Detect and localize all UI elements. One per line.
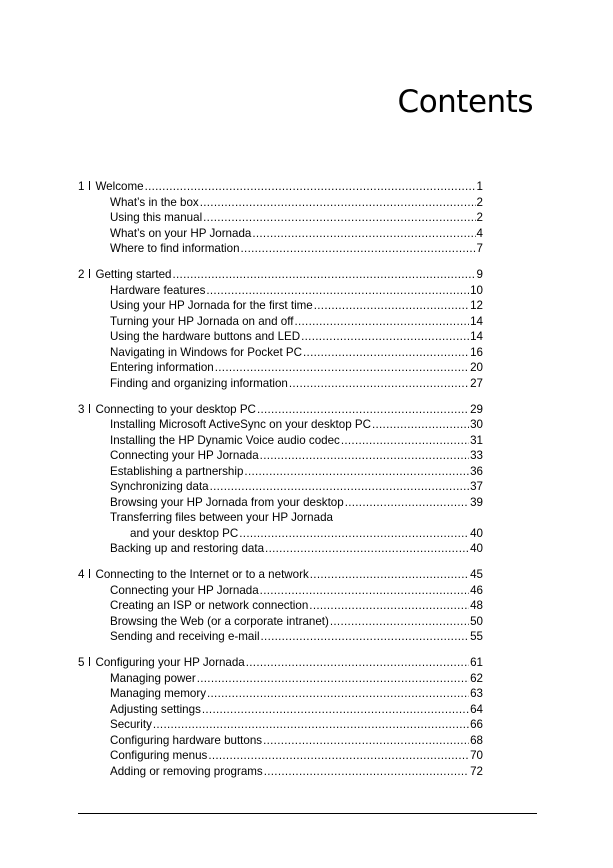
toc-entry[interactable] xyxy=(78,464,483,480)
entry-title: Entering information xyxy=(110,361,214,374)
entry-title: Backing up and restoring data xyxy=(110,542,265,555)
toc-chapter-entry[interactable] xyxy=(78,567,483,583)
chapter-separator xyxy=(89,181,90,190)
page-number: 63 xyxy=(470,687,483,700)
page-number: 37 xyxy=(470,480,483,493)
entry-title: Managing power xyxy=(110,671,196,685)
chapter-number: 2 xyxy=(78,268,85,281)
toc-entry[interactable] xyxy=(78,686,483,702)
dot-leader xyxy=(241,241,476,257)
dot-leader xyxy=(294,314,469,330)
toc-entry[interactable] xyxy=(78,702,483,718)
dot-leader xyxy=(303,345,469,361)
toc-entry[interactable] xyxy=(78,195,483,211)
chapter-separator xyxy=(89,569,90,578)
toc-entry[interactable] xyxy=(78,717,483,733)
entry-title: Using your HP Jornada for the first time xyxy=(110,299,313,312)
entry-title-continuation: and your desktop PC xyxy=(130,526,239,540)
dot-leader xyxy=(244,464,469,480)
page-number: 66 xyxy=(470,718,483,731)
entry-title: Configuring menus xyxy=(110,749,208,762)
entry-title: Creating an ISP or network connection xyxy=(110,599,309,612)
page-number: 45 xyxy=(470,568,483,581)
dot-leader xyxy=(210,479,469,495)
dot-leader xyxy=(145,179,476,195)
toc-entry-continuation[interactable] xyxy=(78,526,483,542)
toc-chapter-entry[interactable] xyxy=(78,655,483,671)
dot-leader xyxy=(264,764,469,780)
toc-chapter-entry[interactable] xyxy=(78,267,483,283)
toc-chapter xyxy=(78,402,483,557)
dot-leader xyxy=(197,671,469,687)
toc-entry[interactable] xyxy=(78,298,483,314)
toc-chapter xyxy=(78,179,483,257)
chapter-title: Configuring your HP Jornada xyxy=(95,656,245,669)
entry-title: Browsing the Web (or a corporate intranet) xyxy=(110,614,329,628)
entry-title: Using the hardware buttons and LED xyxy=(110,330,301,343)
toc-entry[interactable] xyxy=(78,764,483,780)
page-number: 14 xyxy=(470,330,483,343)
entry-title: Configuring hardware buttons xyxy=(110,733,263,747)
page-number: 46 xyxy=(470,583,483,597)
entry-title: Using this manual xyxy=(110,211,203,224)
dot-leader xyxy=(341,433,469,449)
toc-entry[interactable] xyxy=(78,748,483,764)
page-number: 64 xyxy=(470,702,483,716)
entry-title: Hardware features xyxy=(110,283,206,297)
dot-leader xyxy=(173,267,476,283)
toc-entry[interactable] xyxy=(78,671,483,687)
toc-entry[interactable] xyxy=(78,583,483,599)
chapter-number: 1 xyxy=(78,180,85,193)
toc-entry[interactable] xyxy=(78,479,483,495)
dot-leader xyxy=(208,748,469,764)
entry-title: Connecting your HP Jornada xyxy=(110,449,259,462)
page-number: 16 xyxy=(470,345,483,359)
toc-entry[interactable] xyxy=(78,283,483,299)
chapter-number: 3 xyxy=(78,402,85,416)
toc-entry[interactable] xyxy=(78,360,483,376)
page-number: 72 xyxy=(470,764,483,778)
toc-entry[interactable] xyxy=(78,495,483,511)
dot-leader xyxy=(289,376,469,392)
page-number: 50 xyxy=(470,614,483,628)
toc-entry[interactable] xyxy=(78,376,483,392)
chapter-number: 4 xyxy=(78,568,85,581)
dot-leader xyxy=(202,702,469,718)
entry-title: Navigating in Windows for Pocket PC xyxy=(110,345,303,359)
chapter-number: 5 xyxy=(78,656,85,669)
entry-title: What’s in the box xyxy=(110,195,199,209)
page-title: Contents xyxy=(397,84,533,120)
page-number: 4 xyxy=(476,226,483,240)
page-number: 2 xyxy=(476,211,483,224)
dot-leader xyxy=(215,360,469,376)
page-number: 1 xyxy=(476,180,483,193)
dot-leader xyxy=(345,495,469,511)
toc-entry[interactable] xyxy=(78,226,483,242)
toc-entry[interactable] xyxy=(78,541,483,557)
entry-title: Sending and receiving e-mail xyxy=(110,630,260,643)
page-number: 20 xyxy=(470,361,483,374)
page-number: 40 xyxy=(470,526,483,540)
page-number: 2 xyxy=(476,195,483,209)
entry-title: What’s on your HP Jornada xyxy=(110,226,252,240)
toc-entry[interactable] xyxy=(78,448,483,464)
entry-title: Browsing your HP Jornada from your desktop xyxy=(110,495,344,509)
entry-title: Managing memory xyxy=(110,687,207,700)
toc-entry[interactable] xyxy=(78,598,483,614)
page-number: 70 xyxy=(470,749,483,762)
dot-leader xyxy=(372,417,469,433)
dot-leader xyxy=(252,226,475,242)
dot-leader xyxy=(263,733,469,749)
page-number: 39 xyxy=(470,495,483,509)
page-number: 31 xyxy=(470,433,483,447)
chapter-separator xyxy=(89,657,90,666)
toc-chapter xyxy=(78,655,483,779)
toc-chapter xyxy=(78,567,483,645)
toc-chapter xyxy=(78,267,483,391)
entry-title: Finding and organizing information xyxy=(110,376,288,390)
toc-entry[interactable] xyxy=(78,241,483,257)
chapter-separator xyxy=(89,404,90,413)
dot-leader xyxy=(314,298,469,314)
dot-leader xyxy=(260,583,469,599)
dot-leader xyxy=(207,686,469,702)
entry-title: Where to find information xyxy=(110,242,240,255)
dot-leader xyxy=(301,329,469,345)
entry-title: Installing the HP Dynamic Voice audio codec xyxy=(110,433,340,447)
page-number: 55 xyxy=(470,630,483,643)
page-number: 48 xyxy=(470,599,483,612)
table-of-contents xyxy=(78,179,483,790)
chapter-title: Getting started xyxy=(95,268,172,281)
dot-leader xyxy=(206,283,469,299)
page-number: 68 xyxy=(470,733,483,747)
dot-leader xyxy=(200,195,476,211)
page-number: 7 xyxy=(476,242,483,255)
page-number: 9 xyxy=(476,268,483,281)
toc-entry[interactable] xyxy=(78,510,483,526)
chapter-separator xyxy=(89,269,90,278)
chapter-title: Connecting to the Internet or to a network xyxy=(95,568,309,581)
page-number: 14 xyxy=(470,314,483,328)
dot-leader xyxy=(246,655,469,671)
entry-title: Synchronizing data xyxy=(110,480,209,493)
page-number: 12 xyxy=(470,299,483,312)
entry-title: Turning your HP Jornada on and off xyxy=(110,314,294,328)
toc-chapter-entry[interactable] xyxy=(78,402,483,418)
entry-title: Adjusting settings xyxy=(110,702,201,716)
entry-title: Transferring files between your HP Jornada xyxy=(110,511,333,524)
chapter-title: Connecting to your desktop PC xyxy=(95,402,256,416)
toc-entry[interactable] xyxy=(78,733,483,749)
page-number: 30 xyxy=(470,418,483,431)
toc-entry[interactable] xyxy=(78,314,483,330)
dot-leader xyxy=(309,598,469,614)
page-number: 40 xyxy=(470,542,483,555)
dot-leader xyxy=(203,210,475,226)
entry-title: Establishing a partnership xyxy=(110,464,244,478)
toc-entry[interactable] xyxy=(78,629,483,645)
footer-rule xyxy=(78,813,537,814)
dot-leader xyxy=(310,567,469,583)
toc-entry[interactable] xyxy=(78,345,483,361)
toc-entry[interactable] xyxy=(78,433,483,449)
page-number: 62 xyxy=(470,671,483,685)
page-number: 10 xyxy=(470,283,483,297)
entry-title: Installing Microsoft ActiveSync on your desktop PC xyxy=(110,418,371,431)
toc-entry[interactable] xyxy=(78,329,483,345)
entry-title: Connecting your HP Jornada xyxy=(110,583,259,597)
dot-leader xyxy=(239,526,469,542)
dot-leader xyxy=(265,541,469,557)
toc-chapter-entry[interactable] xyxy=(78,179,483,195)
dot-leader xyxy=(257,402,469,418)
page-number: 27 xyxy=(470,376,483,390)
entry-title: Security xyxy=(110,718,152,731)
toc-entry[interactable] xyxy=(78,210,483,226)
dot-leader xyxy=(153,717,469,733)
dot-leader xyxy=(260,448,469,464)
dot-leader xyxy=(261,629,470,645)
entry-title: Adding or removing programs xyxy=(110,764,263,778)
page-number: 36 xyxy=(470,464,483,478)
toc-entry[interactable] xyxy=(78,614,483,630)
toc-entry[interactable] xyxy=(78,417,483,433)
page-number: 29 xyxy=(470,402,483,416)
dot-leader xyxy=(330,614,469,630)
chapter-title: Welcome xyxy=(95,180,144,193)
page-number: 61 xyxy=(470,656,483,669)
page-number: 33 xyxy=(470,449,483,462)
